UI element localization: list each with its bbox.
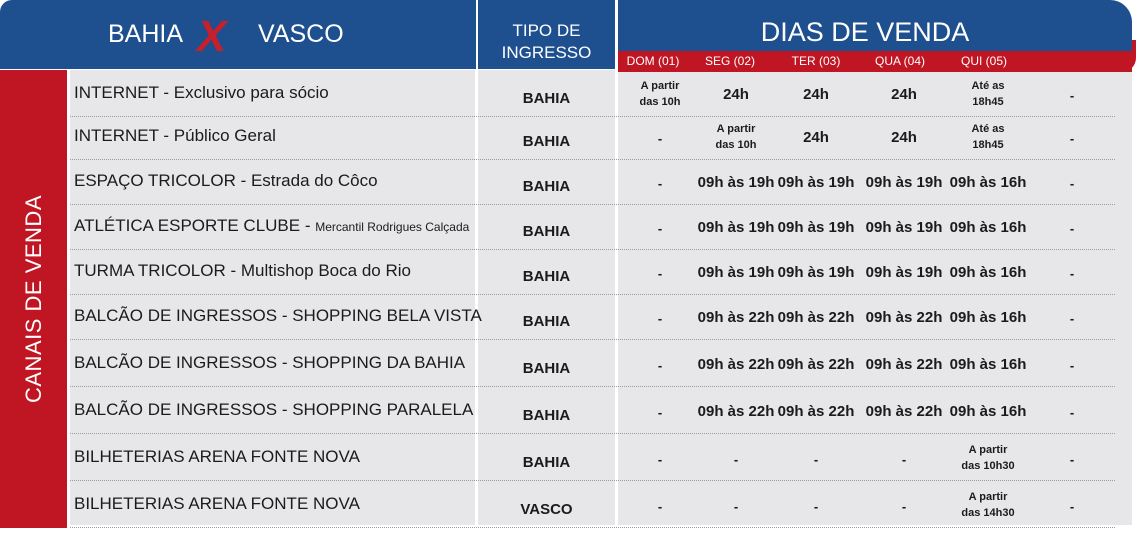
- sale-hours-qui: Até as 18h45: [971, 123, 1005, 151]
- sale-hours-qui: Até as 18h45: [971, 80, 1005, 108]
- table-row: [70, 389, 1115, 434]
- sales-channel-name: [74, 400, 473, 420]
- sale-hours-seg: 09h às 19h: [697, 174, 775, 191]
- day-header-seg: SEG (02): [704, 54, 755, 68]
- ticket-type-value: BAHIA: [522, 313, 571, 330]
- sale-hours-qui: A partir das 14h30: [961, 491, 1015, 519]
- sale-hours-ter: 09h às 22h: [777, 356, 855, 373]
- sale-hours-extra: -: [1069, 266, 1075, 281]
- day-header-ter: TER (03): [791, 54, 841, 68]
- sales-channel-label: BALCÃO DE INGRESSOS - SHOPPING PARALELA: [74, 400, 474, 419]
- ticket-type-value: BAHIA: [522, 360, 571, 377]
- ticket-type-value: BAHIA: [522, 407, 571, 424]
- sale-hours-qui: 09h às 16h: [949, 264, 1027, 281]
- sale-hours-dom: -: [657, 266, 663, 281]
- sale-hours-ter: -: [813, 499, 819, 514]
- sale-hours-qua: -: [901, 499, 907, 514]
- sale-hours-ter: 24h: [803, 86, 829, 103]
- sale-hours-qua: 09h às 22h: [865, 403, 943, 420]
- ticket-type-value: VASCO: [520, 501, 573, 518]
- table-row: [70, 72, 1115, 117]
- home-team-name: BAHIA: [108, 20, 184, 48]
- sales-channel-label: ESPAÇO TRICOLOR - Estrada do Côco: [74, 171, 378, 190]
- sale-hours-dom: -: [657, 358, 663, 373]
- table-row: [70, 205, 1115, 250]
- sale-hours-seg: -: [733, 499, 739, 514]
- sales-channels-text: CANAIS DE VENDA: [20, 195, 46, 403]
- sale-hours-dom: -: [657, 311, 663, 326]
- sale-hours-dom: A partir das 10h: [639, 80, 681, 108]
- sale-hours-dom: -: [657, 452, 663, 467]
- ticket-type-value: BAHIA: [522, 454, 571, 471]
- sale-hours-extra: -: [1069, 88, 1075, 103]
- sale-hours-dom: -: [657, 405, 663, 420]
- sale-hours-seg: 09h às 19h: [697, 264, 775, 281]
- versus-mark: X: [197, 12, 225, 61]
- sale-hours-extra: -: [1069, 221, 1075, 236]
- ticket-type-value: BAHIA: [522, 178, 571, 195]
- table-row: [70, 342, 1115, 387]
- sale-hours-seg: 24h: [723, 86, 749, 103]
- sale-hours-ter: 09h às 19h: [777, 219, 855, 236]
- table-row: [70, 295, 1115, 340]
- sale-hours-ter: 09h às 19h: [777, 264, 855, 281]
- sales-channel-name: [74, 353, 465, 373]
- sale-hours-dom: -: [657, 221, 663, 236]
- ticket-type-value: BAHIA: [522, 223, 571, 240]
- sale-hours-extra: -: [1069, 311, 1075, 326]
- away-team-name: VASCO: [258, 20, 344, 48]
- sales-channel-name: [74, 216, 469, 236]
- sale-hours-extra: -: [1069, 499, 1075, 514]
- sales-channel-label: BALCÃO DE INGRESSOS - SHOPPING DA BAHIA: [74, 353, 466, 372]
- day-header-qua: QUA (04): [874, 54, 925, 68]
- sale-hours-qui: 09h às 16h: [949, 403, 1027, 420]
- table-row: [70, 115, 1115, 160]
- sale-hours-qua: 09h às 22h: [865, 356, 943, 373]
- sale-hours-seg: A partir das 10h: [715, 123, 757, 151]
- sales-channel-label: BILHETERIAS ARENA FONTE NOVA: [74, 447, 360, 466]
- sale-hours-qua: 09h às 22h: [865, 309, 943, 326]
- table-row: [70, 483, 1115, 528]
- sales-channel-label: BALCÃO DE INGRESSOS - SHOPPING BELA VISTA: [74, 306, 482, 325]
- sale-hours-qua: 09h às 19h: [865, 174, 943, 191]
- sale-hours-extra: -: [1069, 176, 1075, 191]
- day-header-qui: QUI (05): [960, 54, 1007, 68]
- sales-channel-label: INTERNET - Exclusivo para sócio: [74, 83, 329, 102]
- sales-channel-name: [74, 261, 411, 281]
- ticket-type-value: BAHIA: [522, 268, 571, 285]
- table-row: [70, 160, 1115, 205]
- sales-channel-label: TURMA TRICOLOR - Multishop Boca do Rio: [74, 261, 411, 280]
- match-header: [0, 0, 476, 69]
- sales-channel-name: [74, 126, 276, 146]
- sales-channel-label: BILHETERIAS ARENA FONTE NOVA: [74, 494, 360, 513]
- sale-hours-seg: 09h às 19h: [697, 219, 775, 236]
- sales-channel-name: [74, 447, 360, 467]
- sale-hours-extra: -: [1069, 131, 1075, 146]
- sale-hours-qua: -: [901, 452, 907, 467]
- sale-hours-extra: -: [1069, 452, 1075, 467]
- sales-channel-name: [74, 494, 360, 514]
- sales-channels-label: [0, 70, 67, 528]
- sales-channel-name: [74, 83, 329, 103]
- sale-hours-ter: 09h às 22h: [777, 309, 855, 326]
- table-row: [70, 436, 1115, 481]
- sale-hours-dom: -: [657, 176, 663, 191]
- sale-hours-qui: 09h às 16h: [949, 309, 1027, 326]
- sales-channel-label: INTERNET - Público Geral: [74, 126, 276, 145]
- sale-hours-qua: 24h: [891, 86, 917, 103]
- sale-hours-seg: 09h às 22h: [697, 309, 775, 326]
- sales-channel-name: [74, 171, 378, 191]
- sales-channel-label: ATLÉTICA ESPORTE CLUBE -: [74, 216, 316, 235]
- sale-hours-ter: 09h às 19h: [777, 174, 855, 191]
- sale-hours-ter: 24h: [803, 129, 829, 146]
- sale-hours-qua: 09h às 19h: [865, 219, 943, 236]
- sale-hours-extra: -: [1069, 405, 1075, 420]
- sale-hours-seg: 09h às 22h: [697, 403, 775, 420]
- sale-hours-qua: 24h: [891, 129, 917, 146]
- sales-channel-detail: Mercantil Rodrigues Calçada: [315, 220, 470, 234]
- sale-days-label: DIAS DE VENDA: [760, 17, 970, 47]
- sales-channel-name: [74, 306, 482, 326]
- sale-hours-extra: -: [1069, 358, 1075, 373]
- ticket-type-label: TIPO DE INGRESSO: [501, 21, 592, 62]
- sale-hours-ter: 09h às 22h: [777, 403, 855, 420]
- sale-hours-ter: -: [813, 452, 819, 467]
- ticket-type-value: BAHIA: [522, 133, 571, 150]
- ticket-type-value: BAHIA: [522, 90, 571, 107]
- sale-hours-seg: 09h às 22h: [697, 356, 775, 373]
- sale-hours-qui: 09h às 16h: [949, 219, 1027, 236]
- sale-hours-dom: -: [657, 499, 663, 514]
- sale-hours-qua: 09h às 19h: [865, 264, 943, 281]
- sale-hours-qui: 09h às 16h: [949, 174, 1027, 191]
- sale-hours-qui: A partir das 10h30: [961, 444, 1015, 472]
- sale-hours-dom: -: [657, 131, 663, 146]
- sale-hours-seg: -: [733, 452, 739, 467]
- day-header-dom: DOM (01): [626, 54, 680, 68]
- table-row: [70, 250, 1115, 295]
- sale-hours-qui: 09h às 16h: [949, 356, 1027, 373]
